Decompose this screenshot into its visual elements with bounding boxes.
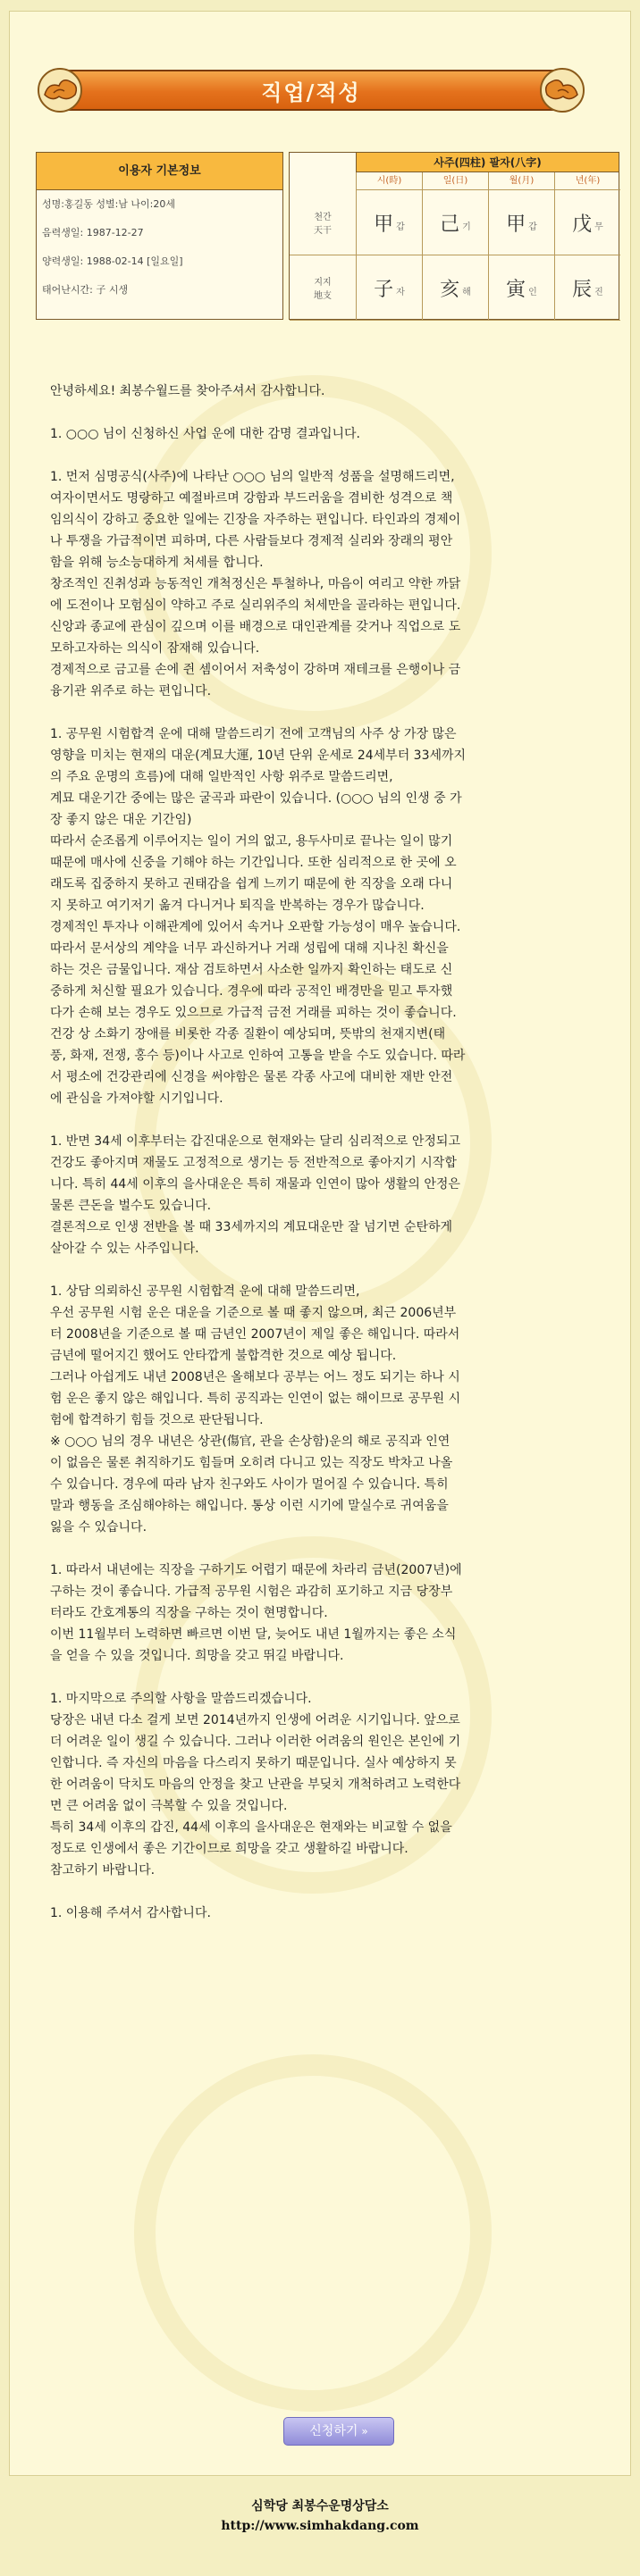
- branch-char: 辰: [572, 278, 593, 301]
- stem-char: 戊: [572, 213, 593, 236]
- saju-header: 사주(四柱) 팔자(八字): [356, 153, 619, 172]
- column-header: 시(時): [356, 172, 422, 190]
- solar-birth-line: 음력생일: 1987-12-27: [42, 227, 144, 238]
- birth-time-line: 태어난시간: 子 시생: [42, 284, 129, 296]
- paragraph: 1. 먼저 심명공식(사주)에 나타난 ○○○ 님의 일반적 성품을 설명해드리면, 여자이면서도 명랑하고 예절바르며 강함과 부드러움을 겸비한 성격으로 책 임의식이 강하고 중요한 일에는 긴장을 자주하는 편입니다. 타인과의 경제이 나 투쟁을 가급적이면 피하며, 다른 사람들보다 경제적 실리와 장래의 평안 함을 위해 능소능대하게 처세를 합니다. 창조적인 진취성과 능동적인 개척정신은 투철하나, 마음이 여리고 약한 까닭 에 도전이나 모험심이 약하고 주로 실리위주의 처세만을 골라하는 편입니다. 신앙과 종교에 관심이 깊으며 이를 배경으로 대인관계를 갖거나 직업으로 도 모하고자하는 의식이 잠재해 있습니다. 경제적으로 금고를 손에 쥔 셈이어서 저축성이 강하며 재테크를 은행이나 금 융기관 위주로 하는 편입니다.: [50, 470, 461, 698]
- row-label-hanja: 地支: [314, 291, 332, 301]
- branch-reading: 자: [396, 287, 405, 297]
- stem-cell: [422, 190, 488, 255]
- branch-char: 子: [374, 278, 394, 301]
- row-header-branches: [290, 255, 356, 321]
- row-header-stems: [290, 190, 356, 255]
- footer-url[interactable]: http://www.simhakdang.com: [221, 2519, 419, 2533]
- paragraph: 안녕하세요! 최봉수월드를 찾아주셔서 감사합니다.: [50, 384, 325, 398]
- paragraph: 1. 공무원 시험합격 운에 대해 말씀드리기 전에 고객님의 사주 상 가장 많은 영향을 미치는 현재의 대운(계묘大運, 10년 단위 운세로 24세부터 33세까지 의 주요 운명의 흐름)에 대해 일반적인 사항 위주로 말씀드리면, 계묘 대운기간 중에는 많은 굴곡과 파란이 있습니다. (○○○ 님의 인생 중 가 장 좋지 않은 대운 기간임) 따라서 순조롭게 이루어지는 일이 거의 없고, 용두사미로 끝나는 일이 많기 때문에 매사에 신중을 기해야 하는 기간입니다. 또한 심리적으로 한 곳에 오 래도록 집중하지 못하고 권태감을 쉽게 느끼기 때문에 한 직장을 오래 다니 지 못하고 여기저기 옮겨 다니거나 퇴직을 반복하는 경우가 많습니다. 경제적인 투자나 이해관계에 있어서 속거나 오판할 가능성이 매우 높습니다. 따라서 문서상의 계약을 너무 과신하거나 거래 성립에 대해 지나친 확신을 하는 것은 금물입니다. 재삼 검토하면서 사소한 일까지 확인하는 태도로 신 중하게 처신할 필요가 있습니다. 경우에 따라 공적인 배경만을 믿고 투자했 다가 손해 보는 경우도 있으므로 가급적 금전 거래를 피하는 것이 좋습니다. 건강 상 소화기 장애를 비롯한 각종 질환이 예상되며, 뜻밖의 천재지변(태 풍, 화재, 전쟁, 홍수 등)이나 사고로 인하여 고통을 받을 수도 있습니다. 따라 서 평소에 건강관리에 신경을 써야함은 물론 각종 사고에 대비한 재반 안전 에 관심을 가져야할 시기입니다.: [50, 727, 467, 1106]
- stem-cell: [356, 190, 422, 255]
- user-info-panel: [36, 152, 283, 320]
- branch-char: 寅: [506, 278, 526, 301]
- stem-char: 甲: [506, 213, 526, 236]
- stem-reading: 기: [462, 222, 471, 232]
- reading-content: [50, 381, 586, 1945]
- column-header: 월(月): [488, 172, 554, 190]
- apply-button[interactable]: [283, 2417, 394, 2446]
- branch-cell: [554, 255, 620, 321]
- row-label-hanja: 天干: [314, 226, 332, 236]
- footer-company: 심학당 최봉수운명상담소: [251, 2499, 389, 2513]
- branch-cell: [488, 255, 554, 321]
- branch-cell: [422, 255, 488, 321]
- paragraph: 1. 반면 34세 이후부터는 갑진대운으로 현재와는 달리 심리적으로 안정되고 건강도 좋아지며 재물도 고정적으로 생기는 등 전반적으로 좋아지기 시작합 니다. 특히 44세 이후의 을사대운은 특히 재물과 인연이 많아 생활의 안정은 물론 큰돈을 벌수도 있습니다. 결론적으로 인생 전반을 볼 때 33세까지의 계묘대운만 잘 넘기면 순탄하게 살아갈 수 있는 사주입니다.: [50, 1134, 460, 1256]
- row-label: 지지: [314, 278, 332, 288]
- title-banner: [36, 64, 586, 116]
- paragraph: 1. 상담 의뢰하신 공무원 시험합격 운에 대해 말씀드리면, 우선 공무원 시험 운은 대운을 기준으로 볼 때 좋지 않으며, 최근 2006년부 터 2008년을 기준으로 볼 때 금년인 2007년이 제일 좋은 해입니다. 따라서 금년에 떨어지긴 했어도 안타깝게 불합격한 것으로 예상 됩니다. 그러나 아쉽게도 내년 2008년은 올해보다 공부는 어느 정도 되기는 하나 시 험 운은 좋지 않은 해입니다. 특히 공직과는 인연이 없는 해이므로 공무원 시 험에 합격하기 힘들 것으로 판단됩니다. ※ ○○○ 님의 경우 내년은 상관(傷官, 관을 손상함)운의 해로 공직과 인연 이 없음은 물론 취직하기도 힘들며 오히려 다니고 있는 직장도 박차고 나올 수 있습니다. 경우에 따라 남자 친구와도 사이가 멀어질 수 있습니다. 특히 말과 행동을 조심해야하는 해입니다. 통상 이런 시기에 말실수로 귀여움을 잃을 수 있습니다.: [50, 1284, 461, 1535]
- saju-table: [289, 152, 619, 320]
- row-label: 천간: [314, 213, 332, 222]
- paragraph: 1. 이용해 주셔서 감사합니다.: [50, 1906, 211, 1920]
- lunar-birth-line: 양력생일: 1988-02-14 [일요일]: [42, 255, 183, 267]
- stem-char: 己: [440, 213, 460, 236]
- column-header: 년(年): [554, 172, 620, 190]
- branch-reading: 해: [462, 287, 471, 297]
- paragraph: 1. 따라서 내년에는 직장을 구하기도 어렵기 때문에 차라리 금년(2007년)에 구하는 것이 좋습니다. 가급적 공무원 시험은 과감히 포기하고 지금 당장부 터라도 간호계통의 직장을 구하는 것이 현명합니다. 이번 11월부터 노력하면 빠르면 이번 달, 늦어도 내년 1월까지는 좋은 소식 을 얻을 수 있을 것입니다. 희망을 갖고 뛰길 바랍니다.: [50, 1563, 462, 1663]
- paragraph: 1. 마지막으로 주의할 사항을 말씀드리겠습니다. 당장은 내년 다소 걸게 보면 2014년까지 인생에 어려운 시기입니다. 앞으로 더 어려운 일이 생길 수 있습니다. 그러나 이러한 어려움의 원인은 본인에 기 인합니다. 즉 자신의 마음을 다스리지 못하기 때문입니다. 실사 예상하지 못 한 어려움이 닥치도 마음의 안정을 찾고 난관을 부딪치 개척하려고 노력한다 면 큰 어려움 없이 극복할 수 있을 것입니다. 특히 34세 이후의 갑진, 44세 이후의 을사대운은 현재와는 비교할 수 없을 정도로 인생에서 좋은 기간이므로 희망을 갖고 생활하길 바랍니다. 참고하기 바랍니다.: [50, 1692, 461, 1878]
- stem-char: 甲: [374, 213, 394, 236]
- branch-reading: 진: [594, 287, 603, 297]
- watermark-circle: [134, 2054, 492, 2412]
- branch-cell: [356, 255, 422, 321]
- apply-button-label: 신청하기: [309, 2424, 358, 2438]
- user-name-line: 성명:홍길동 성별:남 나이:20세: [42, 198, 175, 210]
- stem-cell: [488, 190, 554, 255]
- user-info-header: 이용자 기본정보: [37, 153, 282, 190]
- column-header: 일(日): [422, 172, 488, 190]
- stem-reading: 갑: [396, 222, 405, 232]
- stem-reading: 무: [594, 222, 603, 232]
- branch-char: 亥: [440, 278, 460, 301]
- stem-reading: 갑: [528, 222, 537, 232]
- stem-cell: [554, 190, 620, 255]
- double-chevron-right-icon: »: [361, 2425, 368, 2438]
- page-title: 직업/적성: [261, 79, 361, 105]
- branch-reading: 인: [528, 287, 537, 297]
- paragraph: 1. ○○○ 님이 신청하신 사업 운에 대한 감명 결과입니다.: [50, 427, 361, 441]
- footer: [0, 2497, 640, 2536]
